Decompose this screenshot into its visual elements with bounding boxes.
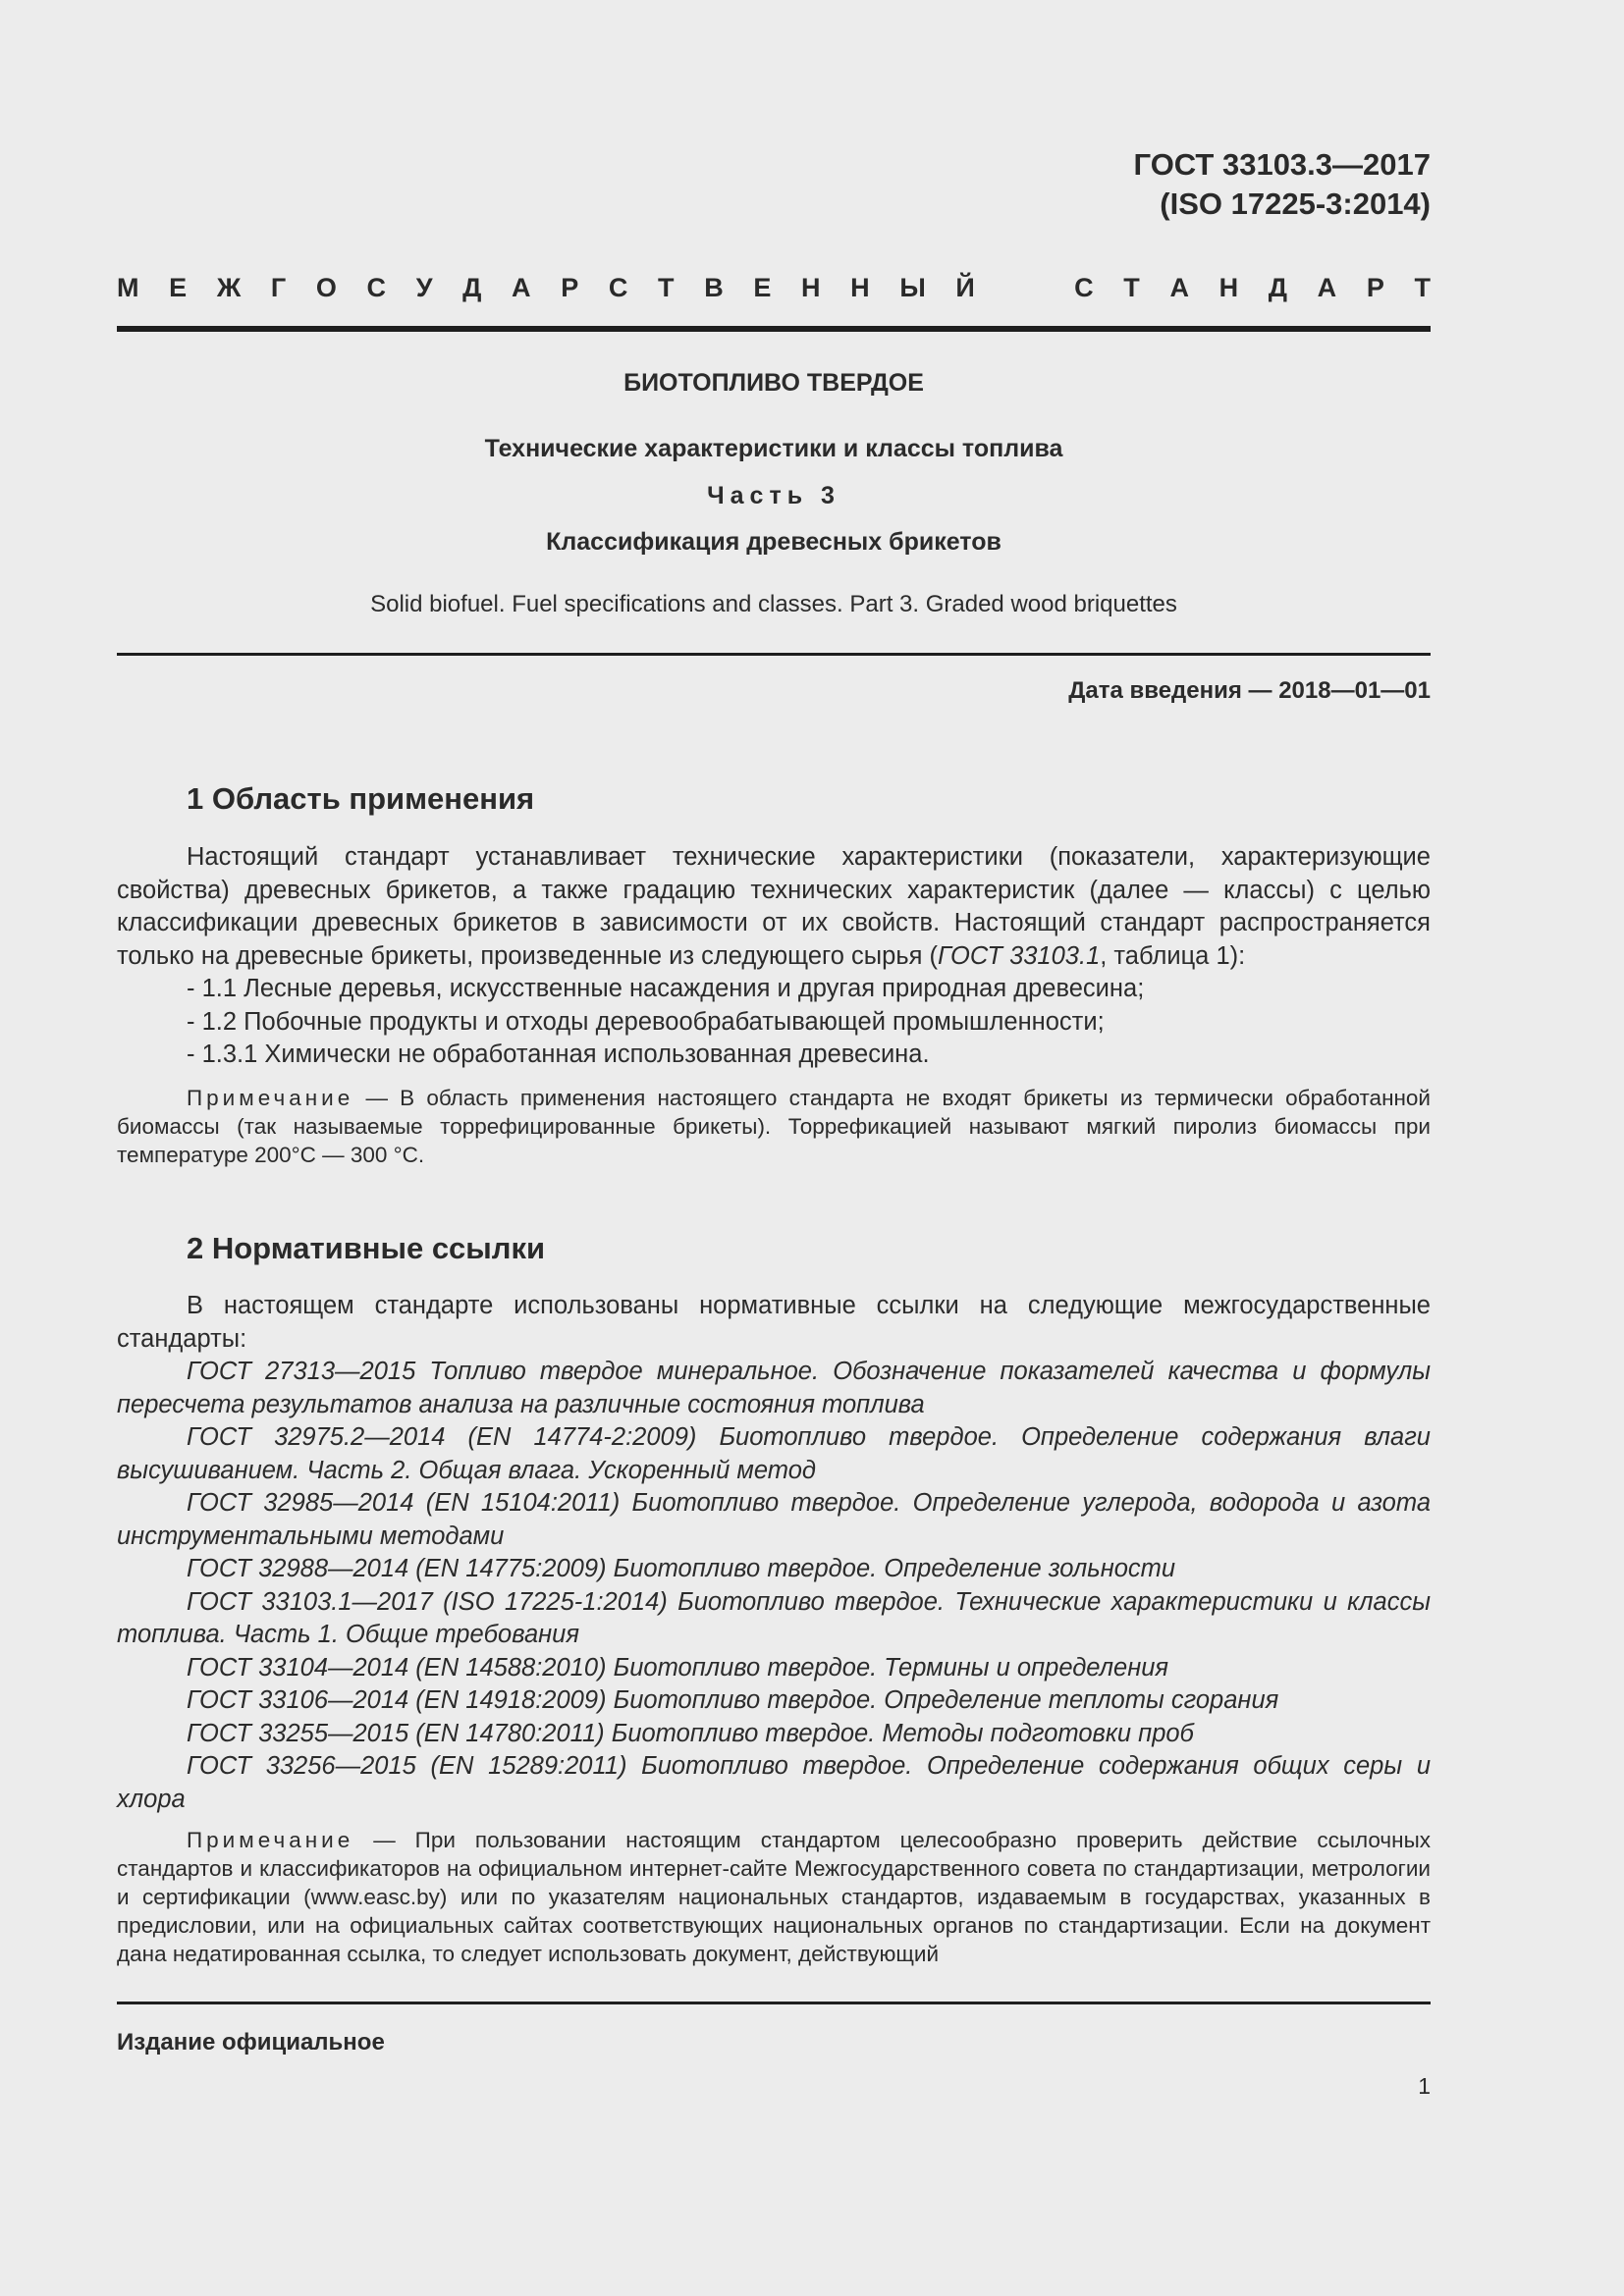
heading-letter: Е [169,273,188,302]
reference-link: ГОСТ 33103.1 [937,941,1101,970]
reference-item: ГОСТ 32975.2—2014 (EN 14774-2:2009) Биотопливо твердое. Определение содержания влаги высушиванием. Часть 2. Общая влага. Ускоренный метод [117,1423,1431,1484]
section-2-note [117,1826,1431,1968]
heading-letter: В [704,273,724,302]
note-text: — При пользовании настоящим стандартом целесообразно проверить действие ссылочных стандартов и классификаторов на официальном интернет-сайте Межгосударственного совета по стандартизации, метрологии и сертификации (www.easc.by) или по указателям национальных стандартов, издаваемым в государствах, указанных в предисловии, или на официальных сайтах соответствующих национальных органов по стандартизации. Если на документ дана недатированная ссылка, то следует использовать документ, действующий [117,1828,1431,1966]
gost-code [1134,145,1431,224]
section-2-body [117,1290,1431,1816]
list-item: - 1.1 Лесные деревья, искусственные насаждения и другая природная древесина; [187,975,1145,1002]
heading-letter: Н [850,273,870,302]
reference-item: ГОСТ 33106—2014 (EN 14918:2009) Биотопливо твердое. Определение теплоты сгорания [187,1686,1279,1714]
note-label: Примечание [187,1086,354,1110]
title-divider [117,653,1431,656]
heading-letter: Д [1268,273,1288,302]
heading-letter: О [315,273,337,302]
heading-letter: С [608,273,628,302]
document-classification: Классификация древесных брикетов [546,528,1001,556]
heading-letter: А [512,273,531,302]
heading-letter: М [117,273,139,302]
heading-letter: Й [955,273,975,302]
official-edition-label: Издание официальное [117,2029,385,2056]
list-item: - 1.3.1 Химически не обработанная использованная древесина. [187,1041,930,1068]
heading-letter: С [366,273,387,302]
heading-letter: Ы [899,273,926,302]
document-name: БИОТОПЛИВО ТВЕРДОЕ [623,369,924,397]
heading-letter: Г [270,273,287,302]
section-1-body [117,841,1431,1072]
note-text: — В область применения настоящего стандарта не входят брикеты из термически обработанной биомассы (так называемые торрефицированные брикеты). Торрефикацией называют мягкий пиролиз биомассы при температуре 200°С — 300 °С. [117,1086,1431,1167]
reference-item: ГОСТ 32988—2014 (EN 14775:2009) Биотопливо твердое. Определение зольности [187,1555,1176,1582]
paragraph-text: Настоящий стандарт устанавливает технические характеристики (показатели, характеризующие свойства) древесных брикетов, а также градацию технических характеристик (далее — классы) с целью классификации древесных брикетов в зависимости от их свойств. Настоящий стандарт распространяется только на древесные брикеты, произведенные из следующего сырья ( [117,843,1431,970]
reference-item: ГОСТ 32985—2014 (EN 15104:2011) Биотопливо твердое. Определение углерода, водорода и азота инструментальными методами [117,1489,1431,1550]
document-part: Часть 3 [707,482,840,509]
heading-letter: У [415,273,433,302]
reference-item: ГОСТ 27313—2015 Топливо твердое минеральное. Обозначение показателей качества и формулы пересчета результатов анализа на различные состояния топлива [117,1358,1431,1418]
reference-item: ГОСТ 33256—2015 (EN 15289:2011) Биотопливо твердое. Определение содержания общих серы и хлора [117,1752,1431,1813]
page-number: 1 [1418,2073,1431,2099]
word-gap [1004,273,1044,308]
reference-item: ГОСТ 33103.1—2017 (ISO 17225-1:2014) Биотопливо твердое. Технические характеристики и классы топлива. Часть 1. Общие требования [117,1587,1431,1648]
footer-divider [117,2002,1431,2004]
reference-item: ГОСТ 33255—2015 (EN 14780:2011) Биотопливо твердое. Методы подготовки проб [187,1719,1194,1747]
heading-letter: Ж [216,273,242,302]
thick-divider [117,326,1431,332]
list-item: - 1.2 Побочные продукты и отходы деревообрабатывающей промышленности; [187,1007,1105,1036]
heading-letter: Т [1123,273,1140,302]
heading-letter: Е [753,273,772,302]
heading-letter: Р [561,273,579,302]
section-2-title: 2 Нормативные ссылки [187,1231,546,1265]
heading-letter: Н [1218,273,1239,302]
introduction-date: Дата введения — 2018—01—01 [1068,677,1431,704]
section-2-intro: В настоящем стандарте использованы нормативные ссылки на следующие межгосударственные стандарты: [117,1292,1431,1353]
heading-letter: Р [1366,273,1384,302]
interstate-standard-heading [117,273,1431,308]
reference-item: ГОСТ 33104—2014 (EN 14588:2010) Биотопливо твердое. Термины и определения [187,1653,1169,1682]
section-1-title: 1 Область применения [187,781,535,816]
paragraph-text: , таблица 1): [1100,941,1246,970]
heading-letter: А [1317,273,1337,302]
gost-code-line1: ГОСТ 33103.3—2017 [1133,147,1431,182]
note-label: Примечание [187,1828,354,1852]
document-page [117,0,1431,2296]
section-1-paragraph [117,841,1431,973]
english-title: Solid biofuel. Fuel specifications and classes. Part 3. Graded wood briquettes [370,591,1177,617]
heading-letter: Т [1414,273,1431,302]
heading-letter: С [1074,273,1094,302]
document-subtitle: Технические характеристики и классы топлива [484,435,1063,462]
heading-letter: Д [462,273,482,302]
section-1-note [117,1084,1431,1169]
heading-letter: Н [801,273,821,302]
heading-letter: Т [658,273,675,302]
gost-code-line2: (ISO 17225-3:2014) [1160,187,1431,221]
heading-letter: А [1169,273,1189,302]
